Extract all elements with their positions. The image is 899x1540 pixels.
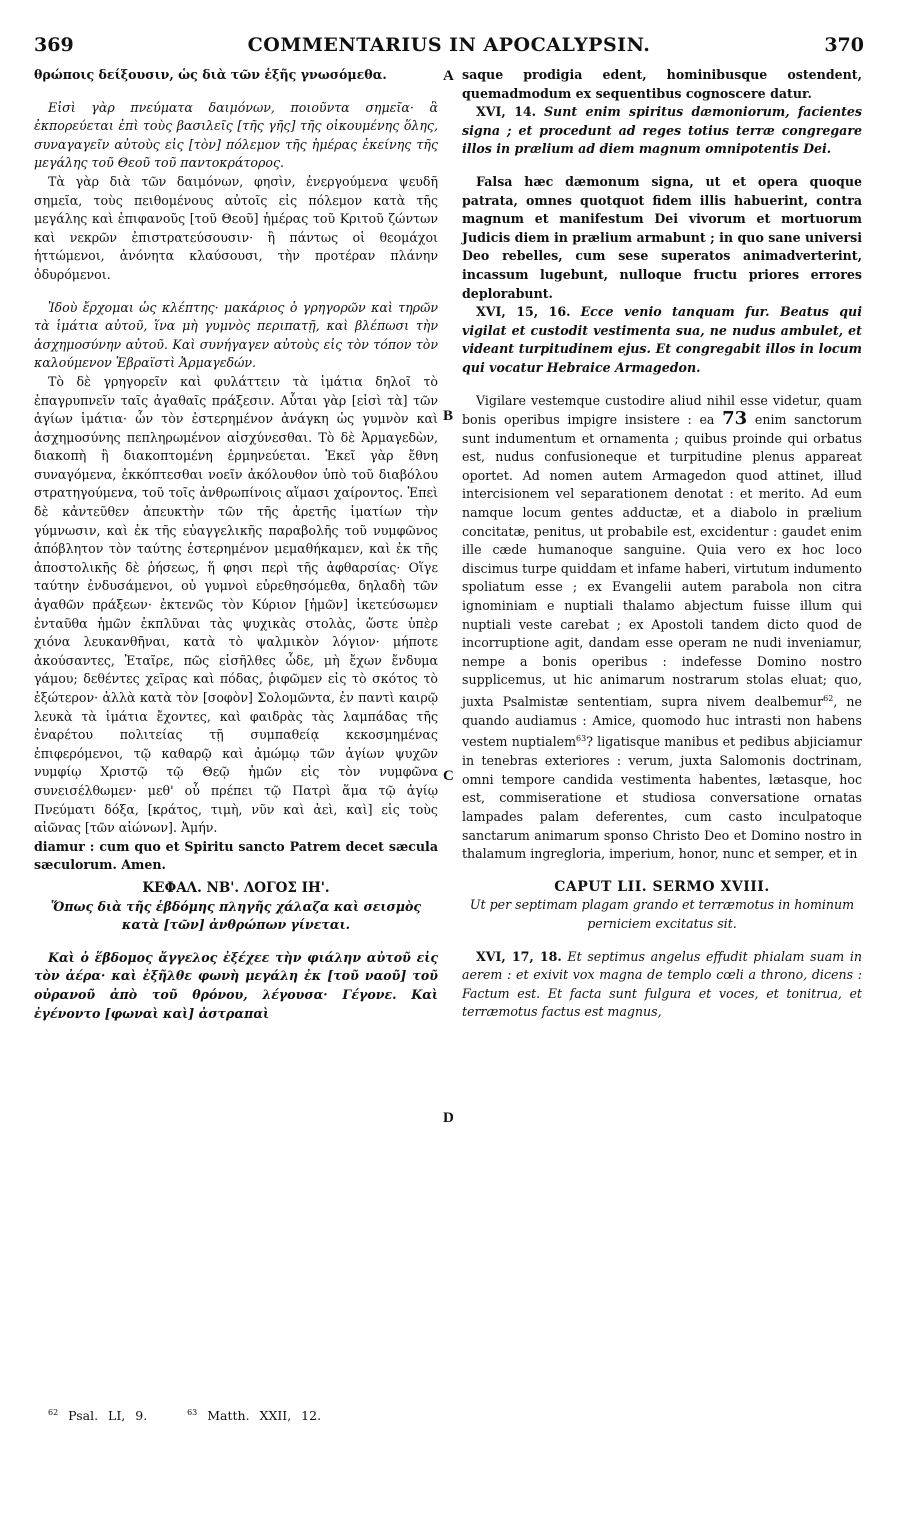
latin-column (462, 66, 862, 1022)
margin-letter-c: C (443, 768, 454, 784)
footnote-marker: 62 (823, 694, 834, 703)
footnote-mark: 63 (187, 1408, 198, 1417)
footnote-62: Psal. LI, 9. (68, 1408, 148, 1424)
footnote-mark: 62 (48, 1408, 59, 1417)
chapter-subtitle-greek: Ὅπως διὰ τῆς ἑβδόμης πληγῆς χάλαζα καὶ σεισμὸς κατὰ [τῶν] ἀνθρώπων γίνεται. (50, 898, 422, 933)
margin-letter-d: D (443, 1110, 454, 1126)
verse-reference: XVI, 15, 16. (476, 304, 571, 320)
greek-commentary: Τὸ δὲ γρηγορεῖν καὶ φυλάττειν τὰ ἱμάτια δηλοῖ τὸ ἐπαγρυπνεῖν ταῖς ἀγαθαῖς πράξεσιν. Αὗται γὰρ [εἰσὶ τὰ] τῶν ἁγίων ἱμάτια· ὧν τὸν ἐστερημένον ἀνάγκη ὡς γυμνὸν καὶ ἀσχημοσύνης πεπληρωμένον αἰσχύνεσθαι. Τὸ δὲ Ἀρμαγεδὼν, διακοπὴ ἢ διακοπτομένη ἑρμηνεύεται. Ἐκεῖ γὰρ ἔθνη συναγόμενα, ἐκκόπτεσθαι νοεῖν ἀκόλουθον ὑπὸ τοῦ διαβόλου στρατηγούμενα, τοῦ τοῖς ἀνθρωπίνοις αἵμασι χαίροντος. Ἐπεὶ δὲ κἀντεῦθεν ἀπευκτὴν τῶν τῆς ἀρετῆς ἱματίων τὴν γύμνωσιν, καὶ ἐκ τῆς εὐαγγελικῆς παραβολῆς τοῦ νυμφῶνος ἀπόβλητον τὸν ταύτης ἐστερημένον μεμαθήκαμεν, καὶ ἐκ τῆς ἀποστολικῆς δὲ ῥήσεως, ἥ φησι περὶ τῆς ἀφθαρσίας· Οἵγε ταύτην ἐνδυσάμενοι, οὐ γυμνοὶ εὑρεθησόμεθα, δηλαδὴ τῶν ἀγαθῶν πράξεων· ἐκτενῶς τὸν Κύριον [ἡμῶν] ἱκετεύσωμεν ἐνταῦθα ἡμῶν ἐκπλῦναι τὰς ψυχικὰς στολὰς, ὥστε ὑπὲρ χιόνα λευκανθῆναι, κατὰ τὸ ψαλμικὸν λόγιον· μήποτε ἀκούσαντες, Ἑταῖρε, πῶς εἰσῆλθες ὧδε, μὴ ἔχων ἔνδυμα γάμου; δεθέντες χεῖρας καὶ πόδας, ῥιφῶμεν εἰς τὸ σκότος τὸ ἐξώτερον· ἀλλὰ κατὰ τὸν [σοφὸν] Σολομῶντα, ἐν παντὶ καιρῷ λευκὰ τὰ ἱμάτια ἔχοντες, καὶ φαιδρὰς τὰς λαμπάδας τῆς ἐναρέτου πολιτείας τῇ συμπαθείᾳ κεκοσμημένας ἐπιφερόμενοι, τῷ καθαρῷ καὶ ἀμώμῳ τῶν ἁγίων ψυχῶν νυμφίῳ Χριστῷ τῷ Θεῷ ἡμῶν εἰς τὸν νυμφῶνα συνεισέλθωμεν· μεθ' οὗ πρέπει τῷ Πατρὶ ἅμα τῷ ἁγίῳ Πνεύματι δόξα, [κράτος, τιμὴ, νῦν καὶ ἀεὶ, καὶ] εἰς τοὺς αἰῶνας [τῶν αἰώνων]. Ἀμήν. (34, 373, 438, 836)
margin-letter-b: B (443, 408, 454, 424)
page-header (34, 34, 864, 64)
latin-commentary-long: Vigilare vestemque custodire aliud nihil esse videtur, quam bonis operibus impigre insistere : ea 73 enim sanctorum sunt indumentum et ornamenta ; quibus proinde qui orbatus est, nudus confusioneque et turpitudine plenus appareat oportet. Ad nomen autem Armagedon quod attinet, illud intercisionem vel separationem denotat : et merito. Ad eum namque locum gentes adductæ, et a diabolo in prælium concitatæ, penitus, ut probabile est, excidentur : gaudet enim ille cæde humanoque sanguine. Quia vero ex hoc loco discimus turpe quiddam et infame haberi, virtutum indumento spoliatum esse ; ex Evangelii autem parabola non citra ignominiam e nuptiali thalamo abjectum fuisse illum qui nuptiali veste carebat ; ex Apostoli tandem dicto quod de incorruptione agit, dandam esse operam ne nudi inveniamur, nempe a bonis operibus : indefesse Domino nostro supplicemus, ut hic animarum nostrarum stolas eluat; quo, juxta Psalmistæ sententiam, supra nivem dealbemur$^{62}$, ne quando audiamus : Amice, quomodo huc intrasti non habens vestem nuptialem$^{63}$? ligatisque manibus et pedibus abjiciamur in tenebras exteriores : verum, juxta Salomonis doctrinam, omni tempore candida vestimenta habentes, lætasque, hoc est, commiseratione et studiosa conversatione ornatas lampades palam deferentes, cum casto inculpatoque sanctarum animarum sponso Christo Deo et Domino nostro in thalamum ingregloria, imperium, honor, nunc et semper, et in (462, 392, 862, 862)
chapter-heading-latin: CAPUT LII. SERMO XVIII. (554, 878, 770, 895)
latin-continuation: diamur : cum quo et Spiritu sancto Patrem decet sæcula sæculorum. Amen. (34, 838, 438, 873)
greek-scripture-quote: Εἰσὶ γὰρ πνεύματα δαιμόνων, ποιοῦντα σημεῖα· ἃ ἐκπορεύεται ἐπὶ τοὺς βασιλεῖς [τῆς γῆς] τῆς οἰκουμένης ὅλης, συναγαγεῖν αὐτοὺς εἰς [τὸν] πόλεμον τῆς ἡμέρας ἐκείνης τῆς μεγάλης τοῦ Θεοῦ τοῦ παντοκράτορος. (34, 99, 438, 171)
footnotes (48, 1408, 321, 1423)
footnote-marker: 63 (576, 734, 587, 744)
greek-scripture-quote: Καὶ ὁ ἕβδομος ἄγγελος ἐξέχεε τὴν φιάλην αὐτοῦ εἰς τὸν ἀέρα· καὶ ἐξῆλθε φωνὴ μεγάλη ἐκ [τοῦ ναοῦ] τοῦ οὐρανοῦ ἀπὸ τοῦ θρόνου, λέγουσα· Γέγονε. Καὶ ἐγένοντο [φωναὶ καὶ] ἀστραπαὶ (34, 949, 438, 1021)
footnote-63: Matth. XXII, 12. (207, 1408, 322, 1424)
verse-reference: XVI, 14. (476, 104, 537, 120)
latin-commentary: Falsa hæc dæmonum signa, ut et opera quoque patrata, omnes quotquot fidem illis habuerint, contra magnum et manifestum Dei vivorum et mortuorum Judicis diem in prælium armabunt ; in quo sane universi Deo rebelles, cum sese superatos animadverterint, incassum lugebunt, nulloque fructu priores errores deplorabunt. (462, 173, 862, 301)
running-title: COMMENTARIUS IN APOCALYPSIN. (247, 34, 651, 56)
greek-scripture-quote: Ἰδοὺ ἔρχομαι ὡς κλέπτης· μακάριος ὁ γρηγορῶν καὶ τηρῶν τὰ ἱμάτια αὐτοῦ, ἵνα μὴ γυμνὸς περιπατῇ, καὶ βλέπωσι τὴν ἀσχημοσύνην αὐτοῦ. Καὶ συνήγαγεν αὐτοὺς εἰς τὸν τόπον τὸν καλούμενον Ἑβραϊστὶ Ἀρμαγεδών. (34, 299, 438, 371)
page-number-left: 369 (34, 34, 74, 56)
margin-letter-a: A (443, 68, 454, 84)
page-number-right: 370 (824, 34, 864, 56)
latin-scripture-quote: Sunt enim spiritus dæmoniorum, facientes signa ; et procedunt ad reges totius terræ congregare illos in prælium ad diem magnum omnipotentis Dei. (462, 104, 862, 157)
verse-reference: XVI, 17, 18. (476, 948, 562, 964)
latin-paragraph: saque prodigia edent, hominibusque ostendent, quemadmodum ex sequentibus cognoscere datur. (462, 67, 862, 101)
chapter-heading-greek: ΚΕΦΑΛ. ΝΒ'. ΛΟΓΟΣ ΙΗ'. (142, 879, 330, 896)
latin-scripture-quote: Et septimus angelus effudit phialam suam in aerem : et exivit vox magna de templo cœli a throno, dicens : Factum est. Et facta sunt fulgura et voces, et tonitrua, et terræmotus factus est magnus, (462, 948, 862, 1020)
greek-column (34, 66, 438, 1023)
chapter-subtitle-latin: Ut per septimam plagam grando et terræmotus in hominum perniciem excitatus sit. (469, 897, 855, 931)
greek-commentary: Τὰ γὰρ διὰ τῶν δαιμόνων, φησὶν, ἐνεργούμενα ψευδῆ σημεῖα, τοὺς πειθομένους αὐτοῖς εἰς πόλεμον κατὰ τῆς μεγάλης καὶ ἐπιφανοῦς [τοῦ Θεοῦ] ἡμέρας τοῦ Κριτοῦ ζώντων καὶ νεκρῶν ἐπιστρατεύσουσιν· ἢ πάντως οἱ θεομάχοι ἡττώμενοι, ἀνόνητα κλαύσουσι, τὴν προτέραν πλάνην ὀδυρόμενοι. (34, 173, 438, 282)
latin-scripture-quote: Ecce venio tanquam fur. Beatus qui vigilat et custodit vestimenta sua, ne nudus ambulet, et videant turpitudinem ejus. Et congregabit illos in locum qui vocatur Hebraice Armagedon. (462, 304, 862, 375)
marginal-number: 73 (722, 408, 748, 430)
greek-paragraph: θρώποις δείξουσιν, ὡς διὰ τῶν ἑξῆς γνωσόμεθα. (34, 67, 387, 82)
